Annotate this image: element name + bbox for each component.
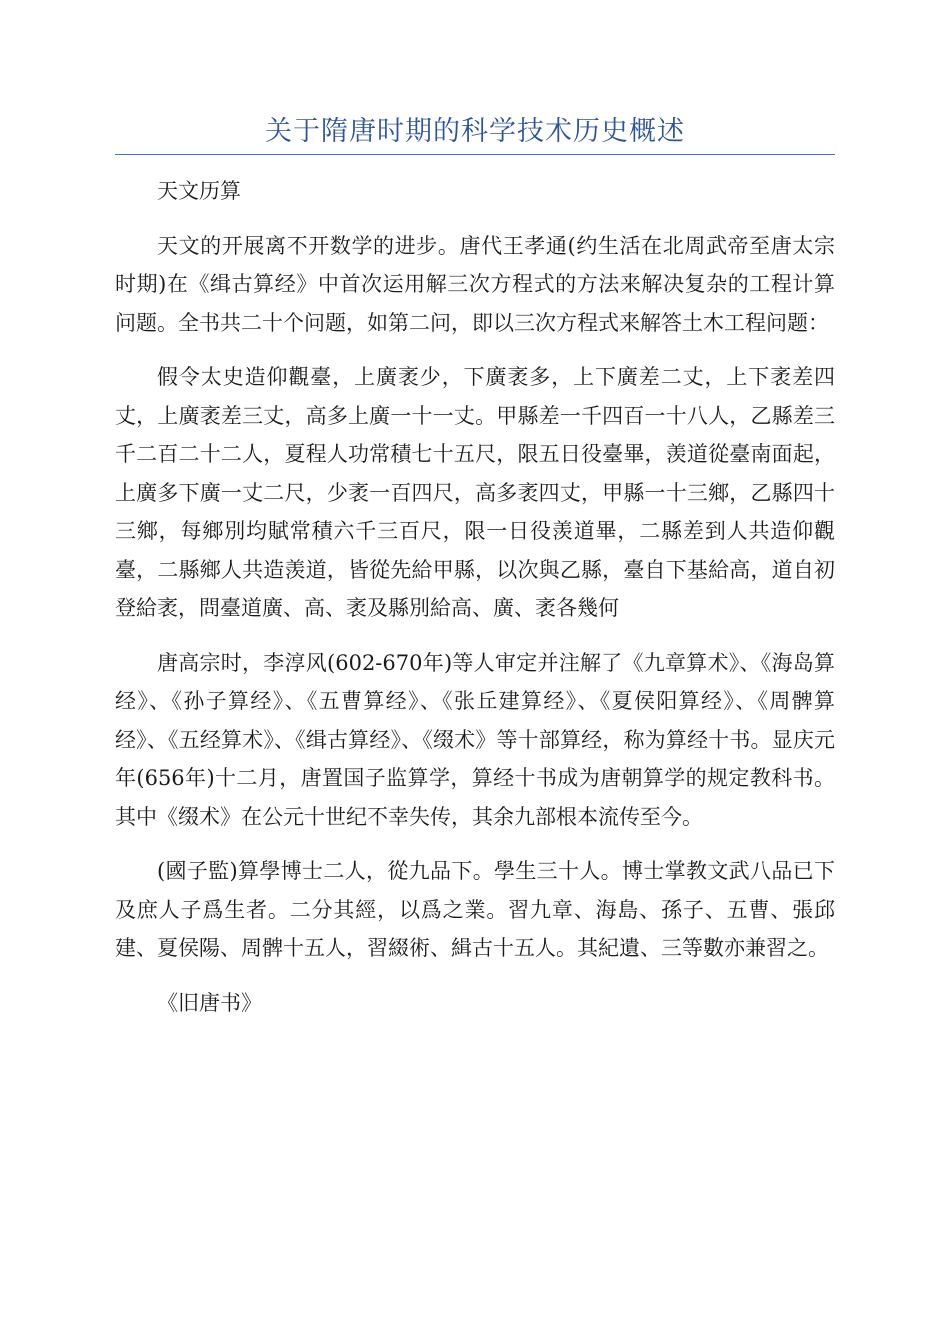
paragraph-intro-wang-xiaotong: 天文的开展离不开数学的进步。唐代王孝通(约生活在北周武帝至唐太宗时期)在《缉古算经》中首次运用解三次方程式的方法来解决复杂的工程计算问题。全书共二十个问题，如第二问，即以三次方程式来解答土木工程问题： [115,233,835,335]
document-title: 关于隋唐时期的科学技术历史概述 [265,116,685,147]
citation-source: 《旧唐书》 [157,990,262,1015]
paragraph-quoted-problem: 假令太史造仰觀臺，上廣袤少，下廣袤多，上下廣差二丈，上下袤差四丈，上廣袤差三丈，高多上廣一十一丈。甲縣差一千四百一十八人，乙縣差三千二百二十二人，夏程人功常積七十五尺，限五日役臺畢，羡道從臺南面起，上廣多下廣一丈二尺，少袤一百四尺，高多袤四丈，甲縣一十三鄉，乙縣四十三鄉，每鄉別均賦常積六千三百尺，限一日役羡道畢，二縣差到人共造仰觀臺，二縣鄉人共造羡道，皆從先給甲縣，以次與乙縣，臺自下基給高，道自初登給袤，問臺道廣、高、袤及縣別給高、廣、袤各幾何 [115,365,835,620]
paragraph-guozijian-quote: (國子監)算學博士二人，從九品下。學生三十人。博士掌教文武八品已下及庶人子爲生者。二分其經，以爲之業。習九章、海島、孫子、五曹、張邱建、夏侯陽、周髀十五人，習綴術、緝古十五人。其紀遺、三等數亦兼習之。 [115,859,835,960]
paragraph-li-chunfeng: 唐高宗时，李淳风(602-670年)等人审定并注解了《九章算术》、《海岛算经》、《孙子算经》、《五曹算经》、《张丘建算经》、《夏侯阳算经》、《周髀算经》、《五经算术》、《缉古算经》、《缀术》等十部算经，称为算经十书。显庆元年(656年)十二月，唐置国子监算学，算经十书成为唐朝算学的规定教科书。其中《缀术》在公元十世纪不幸失传，其余九部根本流传至今。 [115,650,835,829]
title-underline-divider [115,154,835,155]
document-body [115,172,835,1038]
section-heading-astronomy: 天文历算 [157,179,241,203]
